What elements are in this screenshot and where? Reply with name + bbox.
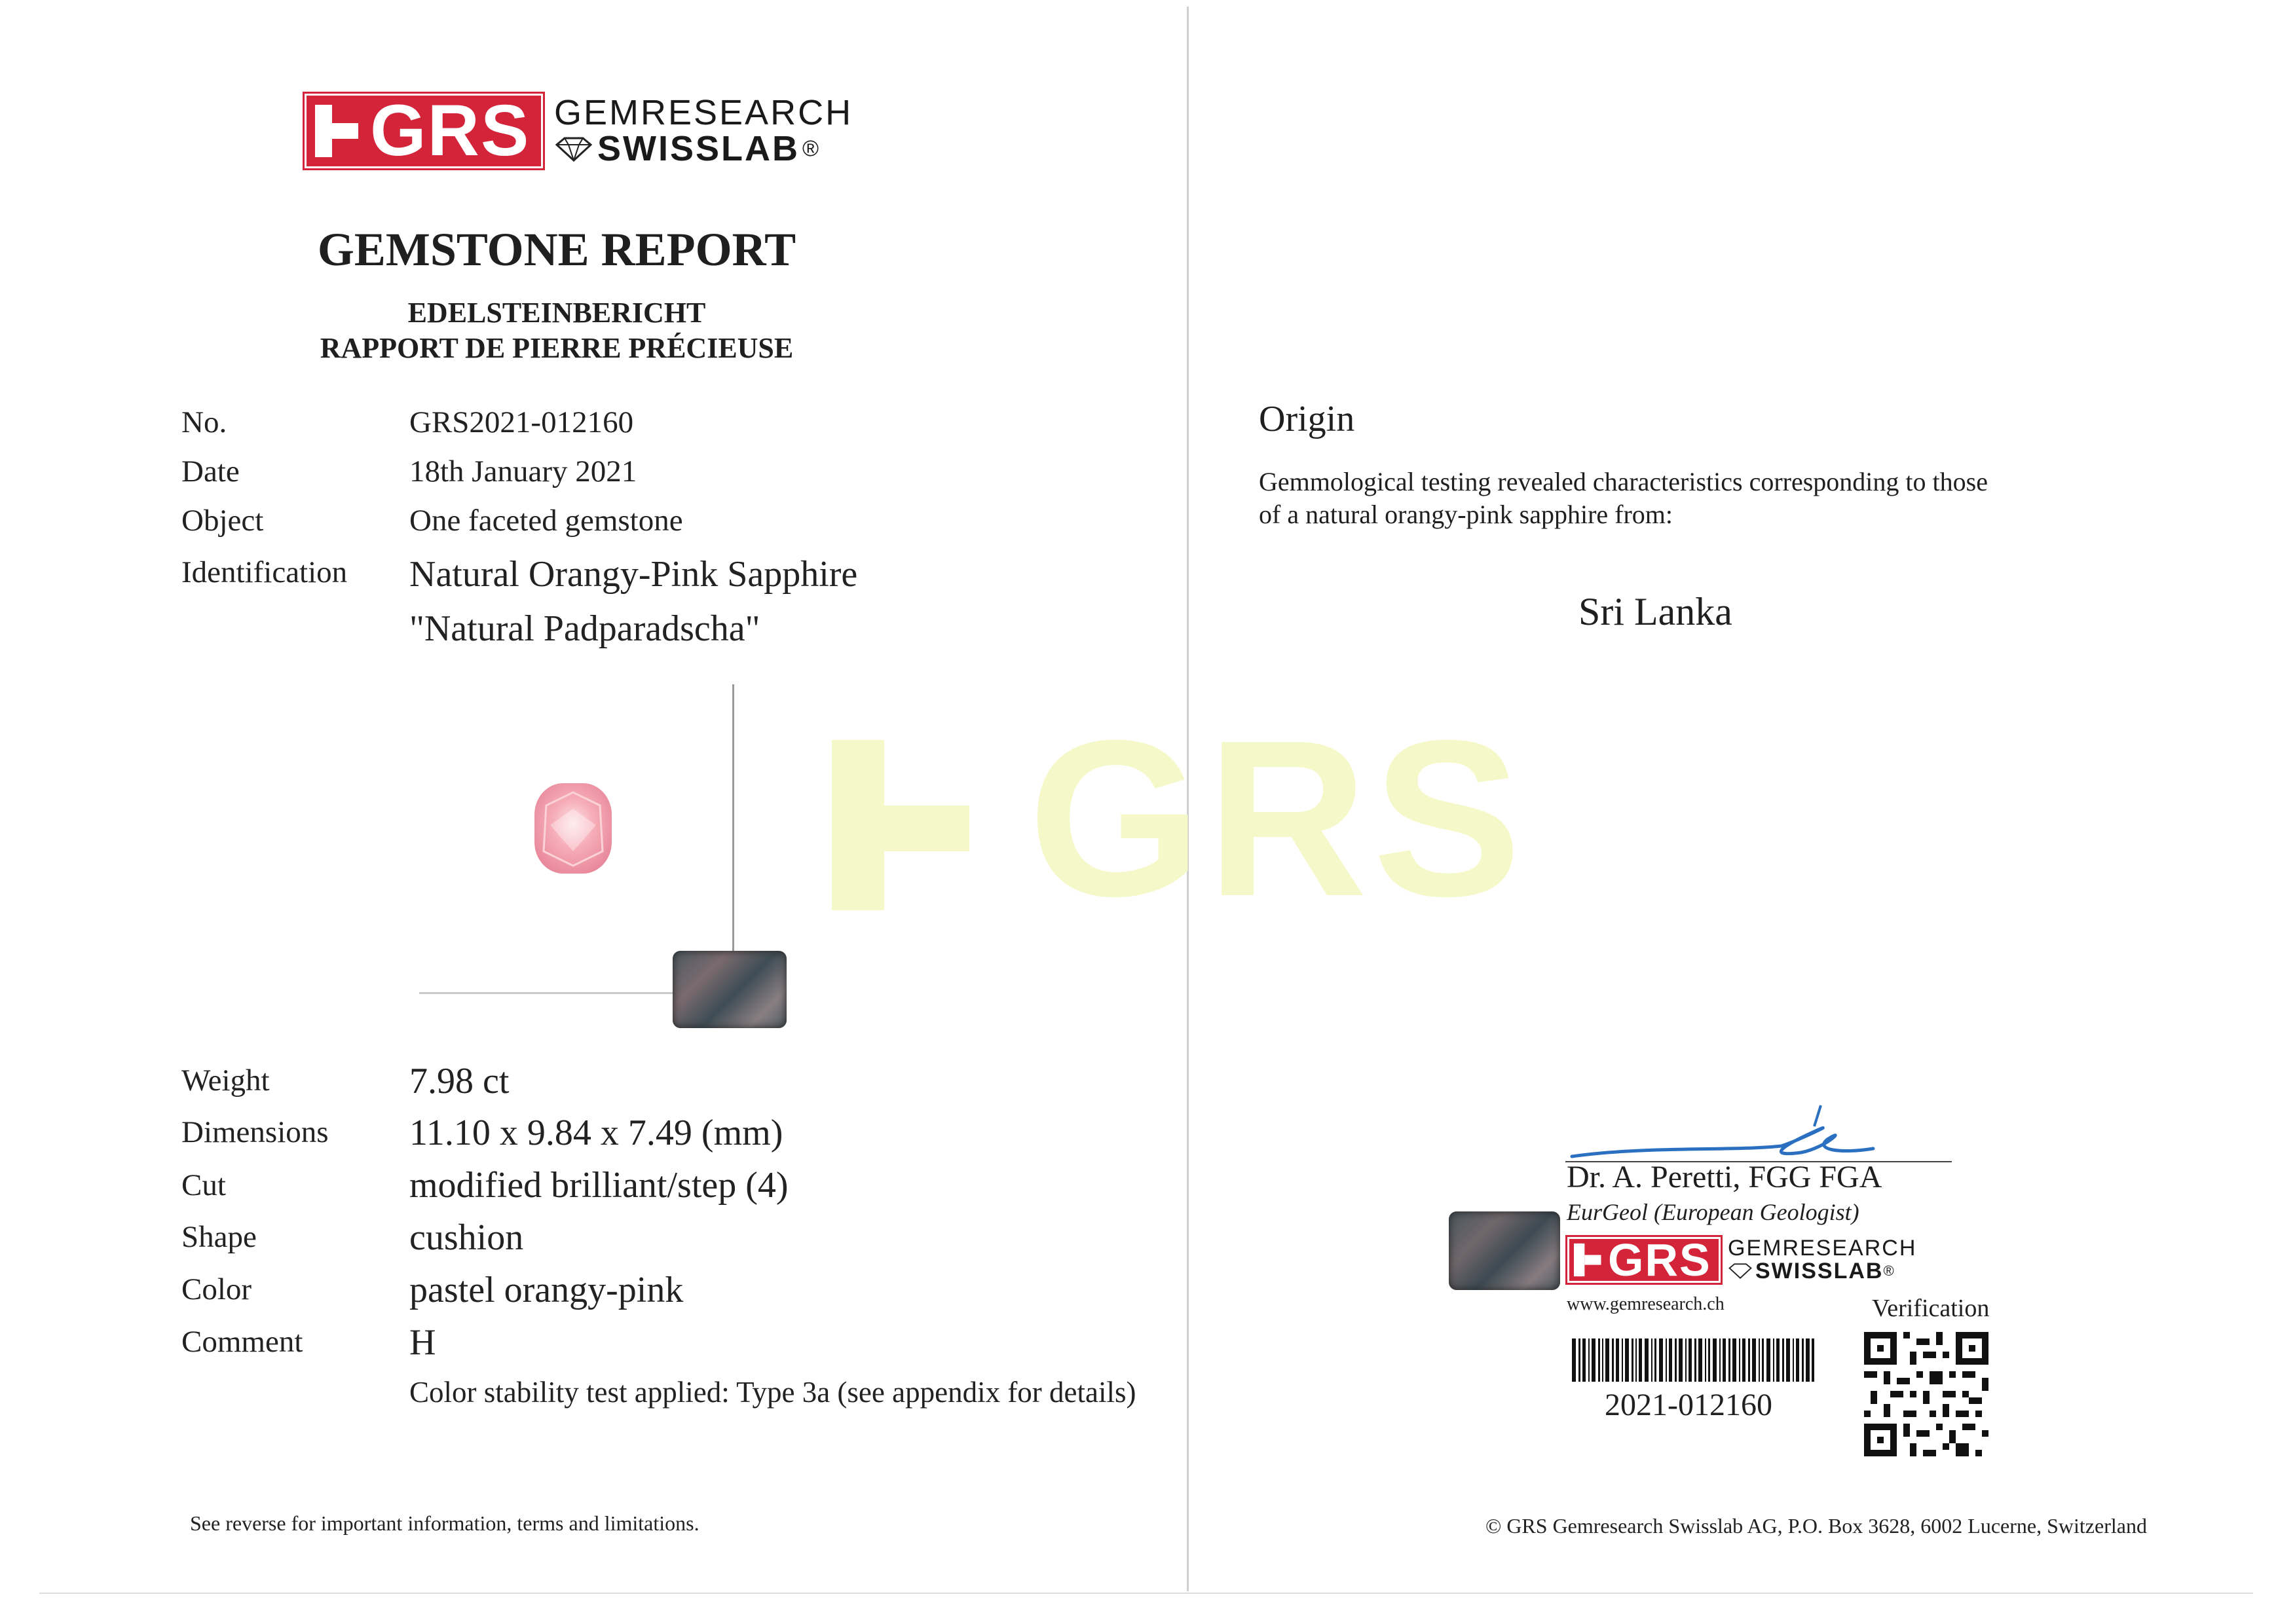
value-comment: H	[409, 1322, 436, 1363]
origin-text-line2: of a natural orangy-pink sapphire from:	[1259, 500, 1673, 529]
website-link[interactable]: www.gemresearch.ch	[1567, 1294, 1725, 1314]
gem-photo	[531, 779, 616, 877]
label-identification: Identification	[181, 555, 348, 589]
gemstone-image	[531, 779, 616, 877]
grs-logo-words	[554, 92, 853, 168]
value-color: pastel orangy-pink	[409, 1270, 684, 1310]
value-identification: Natural Orangy-Pink Sapphire	[409, 554, 858, 595]
footer-right-copyright: © GRS Gemresearch Swisslab AG, P.O. Box 3628, 6002 Lucerne, Switzerland	[1485, 1514, 2147, 1538]
label-cut: Cut	[181, 1168, 226, 1202]
hologram-seal-right	[1449, 1211, 1560, 1290]
page-edge	[39, 1593, 2253, 1594]
value-identification-trade-name: "Natural Padparadscha"	[409, 608, 760, 649]
scale-line-vertical	[732, 684, 734, 959]
origin-heading: Origin	[1259, 399, 1355, 439]
logo-registered: ®	[802, 136, 819, 162]
swiss-cross-icon	[315, 105, 361, 157]
value-cut: modified brilliant/step (4)	[409, 1165, 789, 1206]
barcode	[1572, 1338, 1814, 1382]
grs-logo-mark: GRS	[370, 90, 531, 171]
grs-logo-red-box	[303, 92, 545, 170]
report-title-french: RAPPORT DE PIERRE PRÉCIEUSE	[320, 332, 794, 364]
logo-small-line1: GEMRESEARCH	[1728, 1236, 1917, 1261]
value-dimensions: 11.10 x 9.84 x 7.49 (mm)	[409, 1113, 783, 1153]
grs-logo	[303, 92, 853, 170]
scale-line-horizontal	[419, 992, 681, 994]
value-object: One faceted gemstone	[409, 504, 683, 538]
grs-logo-small-words	[1728, 1237, 1916, 1282]
report-title-german: EDELSTEINBERICHT	[407, 297, 706, 329]
diamond-icon	[554, 137, 593, 162]
signatory-title: EurGeol (European Geologist)	[1567, 1199, 1859, 1225]
qr-code-icon	[1864, 1332, 1988, 1456]
value-date: 18th January 2021	[409, 454, 637, 489]
footer-left-notice: See reverse for important information, terms and limitations.	[190, 1511, 700, 1535]
grs-logo-small-red-box	[1565, 1235, 1723, 1285]
signatory-name: Dr. A. Peretti, FGG FGA	[1567, 1160, 1882, 1194]
logo-line2: SWISSLAB	[597, 129, 800, 168]
logo-small-registered: ®	[1883, 1263, 1894, 1280]
logo-line1: GEMRESEARCH	[554, 92, 853, 132]
label-color: Color	[181, 1272, 252, 1306]
label-weight: Weight	[181, 1063, 270, 1098]
value-weight: 7.98 ct	[409, 1061, 510, 1101]
logo-small-line2: SWISSLAB	[1755, 1259, 1884, 1283]
origin-text-line1: Gemmological testing revealed characteristics corresponding to those	[1259, 467, 1988, 496]
logo-small-line2-wrap	[1728, 1260, 1916, 1283]
label-object: Object	[181, 504, 264, 538]
qr-code[interactable]	[1864, 1332, 1988, 1456]
label-number: No.	[181, 405, 227, 439]
swiss-cross-icon-small	[1574, 1243, 1603, 1277]
verification-label: Verification	[1872, 1295, 1990, 1322]
report-title: GEMSTONE REPORT	[317, 223, 796, 276]
grs-logo-small	[1565, 1235, 1916, 1285]
grs-logo-small-mark: GRS	[1608, 1234, 1711, 1285]
comment-note: Color stability test applied: Type 3a (see appendix for details)	[409, 1376, 1136, 1409]
label-date: Date	[181, 454, 240, 489]
barcode-bars	[1572, 1338, 1814, 1382]
hologram-seal	[673, 951, 787, 1028]
value-number: GRS2021-012160	[409, 405, 634, 439]
origin-country: Sri Lanka	[1578, 590, 1732, 633]
label-dimensions: Dimensions	[181, 1115, 329, 1149]
logo-line2-wrap	[554, 131, 853, 167]
diamond-icon-small	[1728, 1263, 1753, 1279]
label-shape: Shape	[181, 1220, 257, 1254]
value-shape: cushion	[409, 1217, 524, 1258]
barcode-number: 2021-012160	[1605, 1388, 1772, 1422]
label-comment: Comment	[181, 1325, 303, 1359]
watermark-text: GRS	[1028, 694, 1527, 943]
